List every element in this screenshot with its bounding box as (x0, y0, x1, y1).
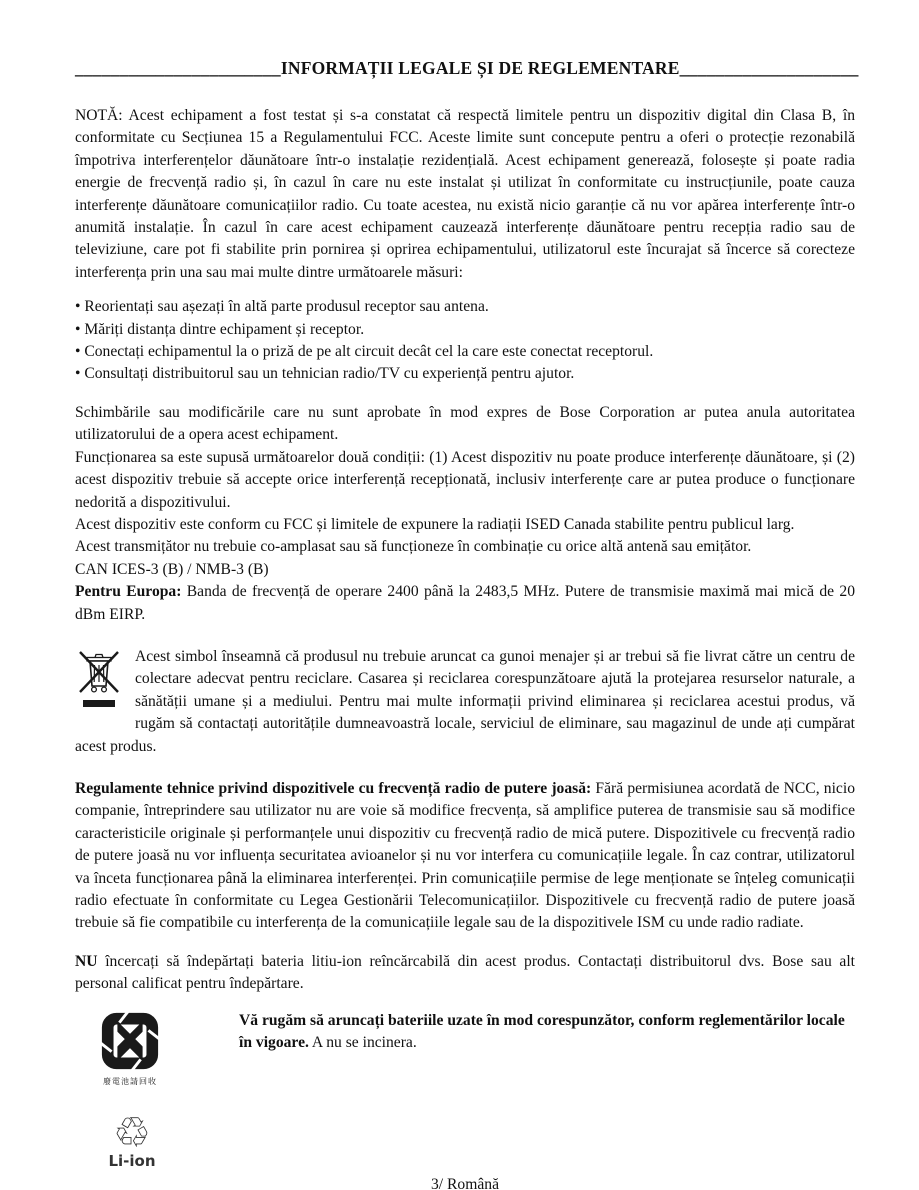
europe-lead-label: Pentru Europa: (75, 583, 182, 601)
paragraph-ncc-regulations (75, 778, 855, 935)
page-title-text: INFORMAȚII LEGALE ȘI DE REGLEMENTARE (280, 58, 680, 78)
paragraph-battery-removal (75, 951, 855, 996)
list-item: • Conectați echipamentul la o priză de pe alt circuit decât cel la care este conectat receptorul. (75, 341, 855, 363)
taiwan-battery-recycling-icon (97, 1010, 163, 1086)
taiwan-battery-caption: 廢電池請回收 (103, 1076, 157, 1086)
battery-disposal-lead-label: Vă rugăm să aruncați bateriile uzate în mod corespunzător, conform reglementărilor locale în vigoare. (239, 1011, 845, 1052)
li-ion-recycle-section (97, 1107, 167, 1170)
li-ion-label: Li-ion (108, 1151, 156, 1170)
list-item: • Consultați distribuitorul sau un tehnician radio/TV cu experiență pentru ajutor. (75, 363, 855, 385)
paragraph-transmitter: Acest transmițător nu trebuie co-amplasat sau să funcționeze în combinație cu orice altă antenă sau emițător. (75, 538, 752, 556)
weee-section (75, 646, 855, 758)
battery-disposal-text (239, 1010, 854, 1055)
battery-removal-lead-label: NU (75, 952, 98, 970)
page-title (75, 58, 859, 79)
battery-removal-text: încercați să îndepărtați bateria litiu-ion reîncărcabilă din acest produs. Contactați distribuitorul dvs. Bose sau alt personal calificat pentru îndepărtare. (75, 952, 855, 993)
page-content (75, 0, 859, 1190)
title-underscore-left: _______________________ (75, 58, 281, 78)
weee-crossed-out-bin-icon (77, 648, 121, 714)
fcc-measures-list (75, 296, 855, 386)
list-item: • Reorientați sau așezați în altă parte produsul receptor sau antena. (75, 296, 855, 318)
paragraph-fcc-note: NOTĂ: Acest echipament a fost testat și s-a constatat că respectă limitele pentru un dispozitiv digital din Clasa B, în conformitate cu Secțiunea 15 a Regulamentului FCC. Aceste limite sunt concepute pentru a oferi o protecție rezonabilă împotriva interferențelor dăunătoare într-o instalație rezidențială. Acest echipament generează, folosește și poate radia energie de frecvență radio și, în cazul în care nu este instalat și utilizat în conformitate cu instrucțiunile, poate cauza interferențe dăunătoare comunicațiilor radio. Cu toate acestea, nu există nicio garanție că nu vor apărea interferențe într-o anumită instalație. În cazul în care acest echipament cauzează interferențe dăunătoare pentru recepția radio sau de televiziune, care pot fi stabilite prin pornirea și oprirea echipamentului, utilizatorul este încurajat să încerce să corecteze interferența prin una sau mai multe dintre următoarele măsuri: (75, 107, 855, 281)
ncc-lead-label: Regulamente tehnice privind dispozitivele cu frecvență radio de putere joasă: (75, 779, 592, 797)
title-underscore-right: ____________________ (679, 58, 859, 78)
li-ion-recycle-icon: ♲ (113, 1107, 151, 1157)
battery-disposal-note: A nu se incinera. (308, 1034, 417, 1052)
battery-disposal-section (75, 1010, 855, 1086)
paragraph-europe (75, 581, 855, 626)
page-number: 3/ Română (431, 1175, 499, 1190)
list-item: • Măriți distanța dintre echipament și receptor. (75, 319, 855, 341)
europe-text: Banda de frecvență de operare 2400 până la 2483,5 MHz. Putere de transmisie maximă mai mică de 20 dBm EIRP. (75, 583, 855, 623)
paragraph-weee-disposal: Acest simbol înseamnă că produsul nu trebuie aruncat ca gunoi menajer și ar trebui să fie livrat către un centru de colectare adecvat pentru reciclare. Casarea și reciclarea corespunzătoare ajută la protejarea resurselor naturale, a sănătății umane și a mediului. Pentru mai multe informații privind eliminarea și reciclarea acestui produs, vă rugăm să contactați autoritățile dumneavoastră locale, serviciul de eliminare, sau magazinul de unde ați cumpărat acest produs. (75, 647, 855, 755)
paragraph-operating-conditions: Funcționarea sa este supusă următoarelor două condiții: (1) Acest dispozitiv nu poate produce interferențe dăunătoare, și (2) acest dispozitiv trebuie să accepte orice interferență recepționată, inclusiv interferențe care ar putea produce o funcționare nedorită a dispozitivului. (75, 448, 855, 511)
ncc-text: Fără permisiunea acordată de NCC, nicio companie, întreprindere sau utilizator nu are voie să modifice frecvența, să amplifice puterea de transmisie sau să modifice caracteristicile originale și performanțele unui dispozitiv cu frecvență radio de mică putere. Dispozitivele cu frecvență radio de putere joasă nu vor influența securitatea avioanelor și nu vor interfera cu comunicațiile legale. În caz contrar, utilizatorul va înceta funcționarea până la eliminarea interferenței. Prin comunicațiile permise de lege menționate se înțeleg comunicații radio efectuate în conformitate cu Legea Gestionării Telecomunicațiilor. Dispozitivele cu frecvență radio de putere joasă trebuie să fie compatibile cu interferența de la comunicațiile legale sau de la dispozitivele ISM cu unde radio radiate. (75, 779, 855, 932)
paragraph-can-ices: CAN ICES-3 (B) / NMB-3 (B) (75, 560, 269, 578)
paragraph-modifications: Schimbările sau modificările care nu sunt aprobate în mod expres de Bose Corporation ar putea anula autoritatea utilizatorului de a opera acest echipament. (75, 403, 855, 444)
paragraph-fcc-ised-exposure: Acest dispozitiv este conform cu FCC și limitele de expunere la radiații ISED Canada stabilite pentru publicul larg. (75, 515, 795, 533)
